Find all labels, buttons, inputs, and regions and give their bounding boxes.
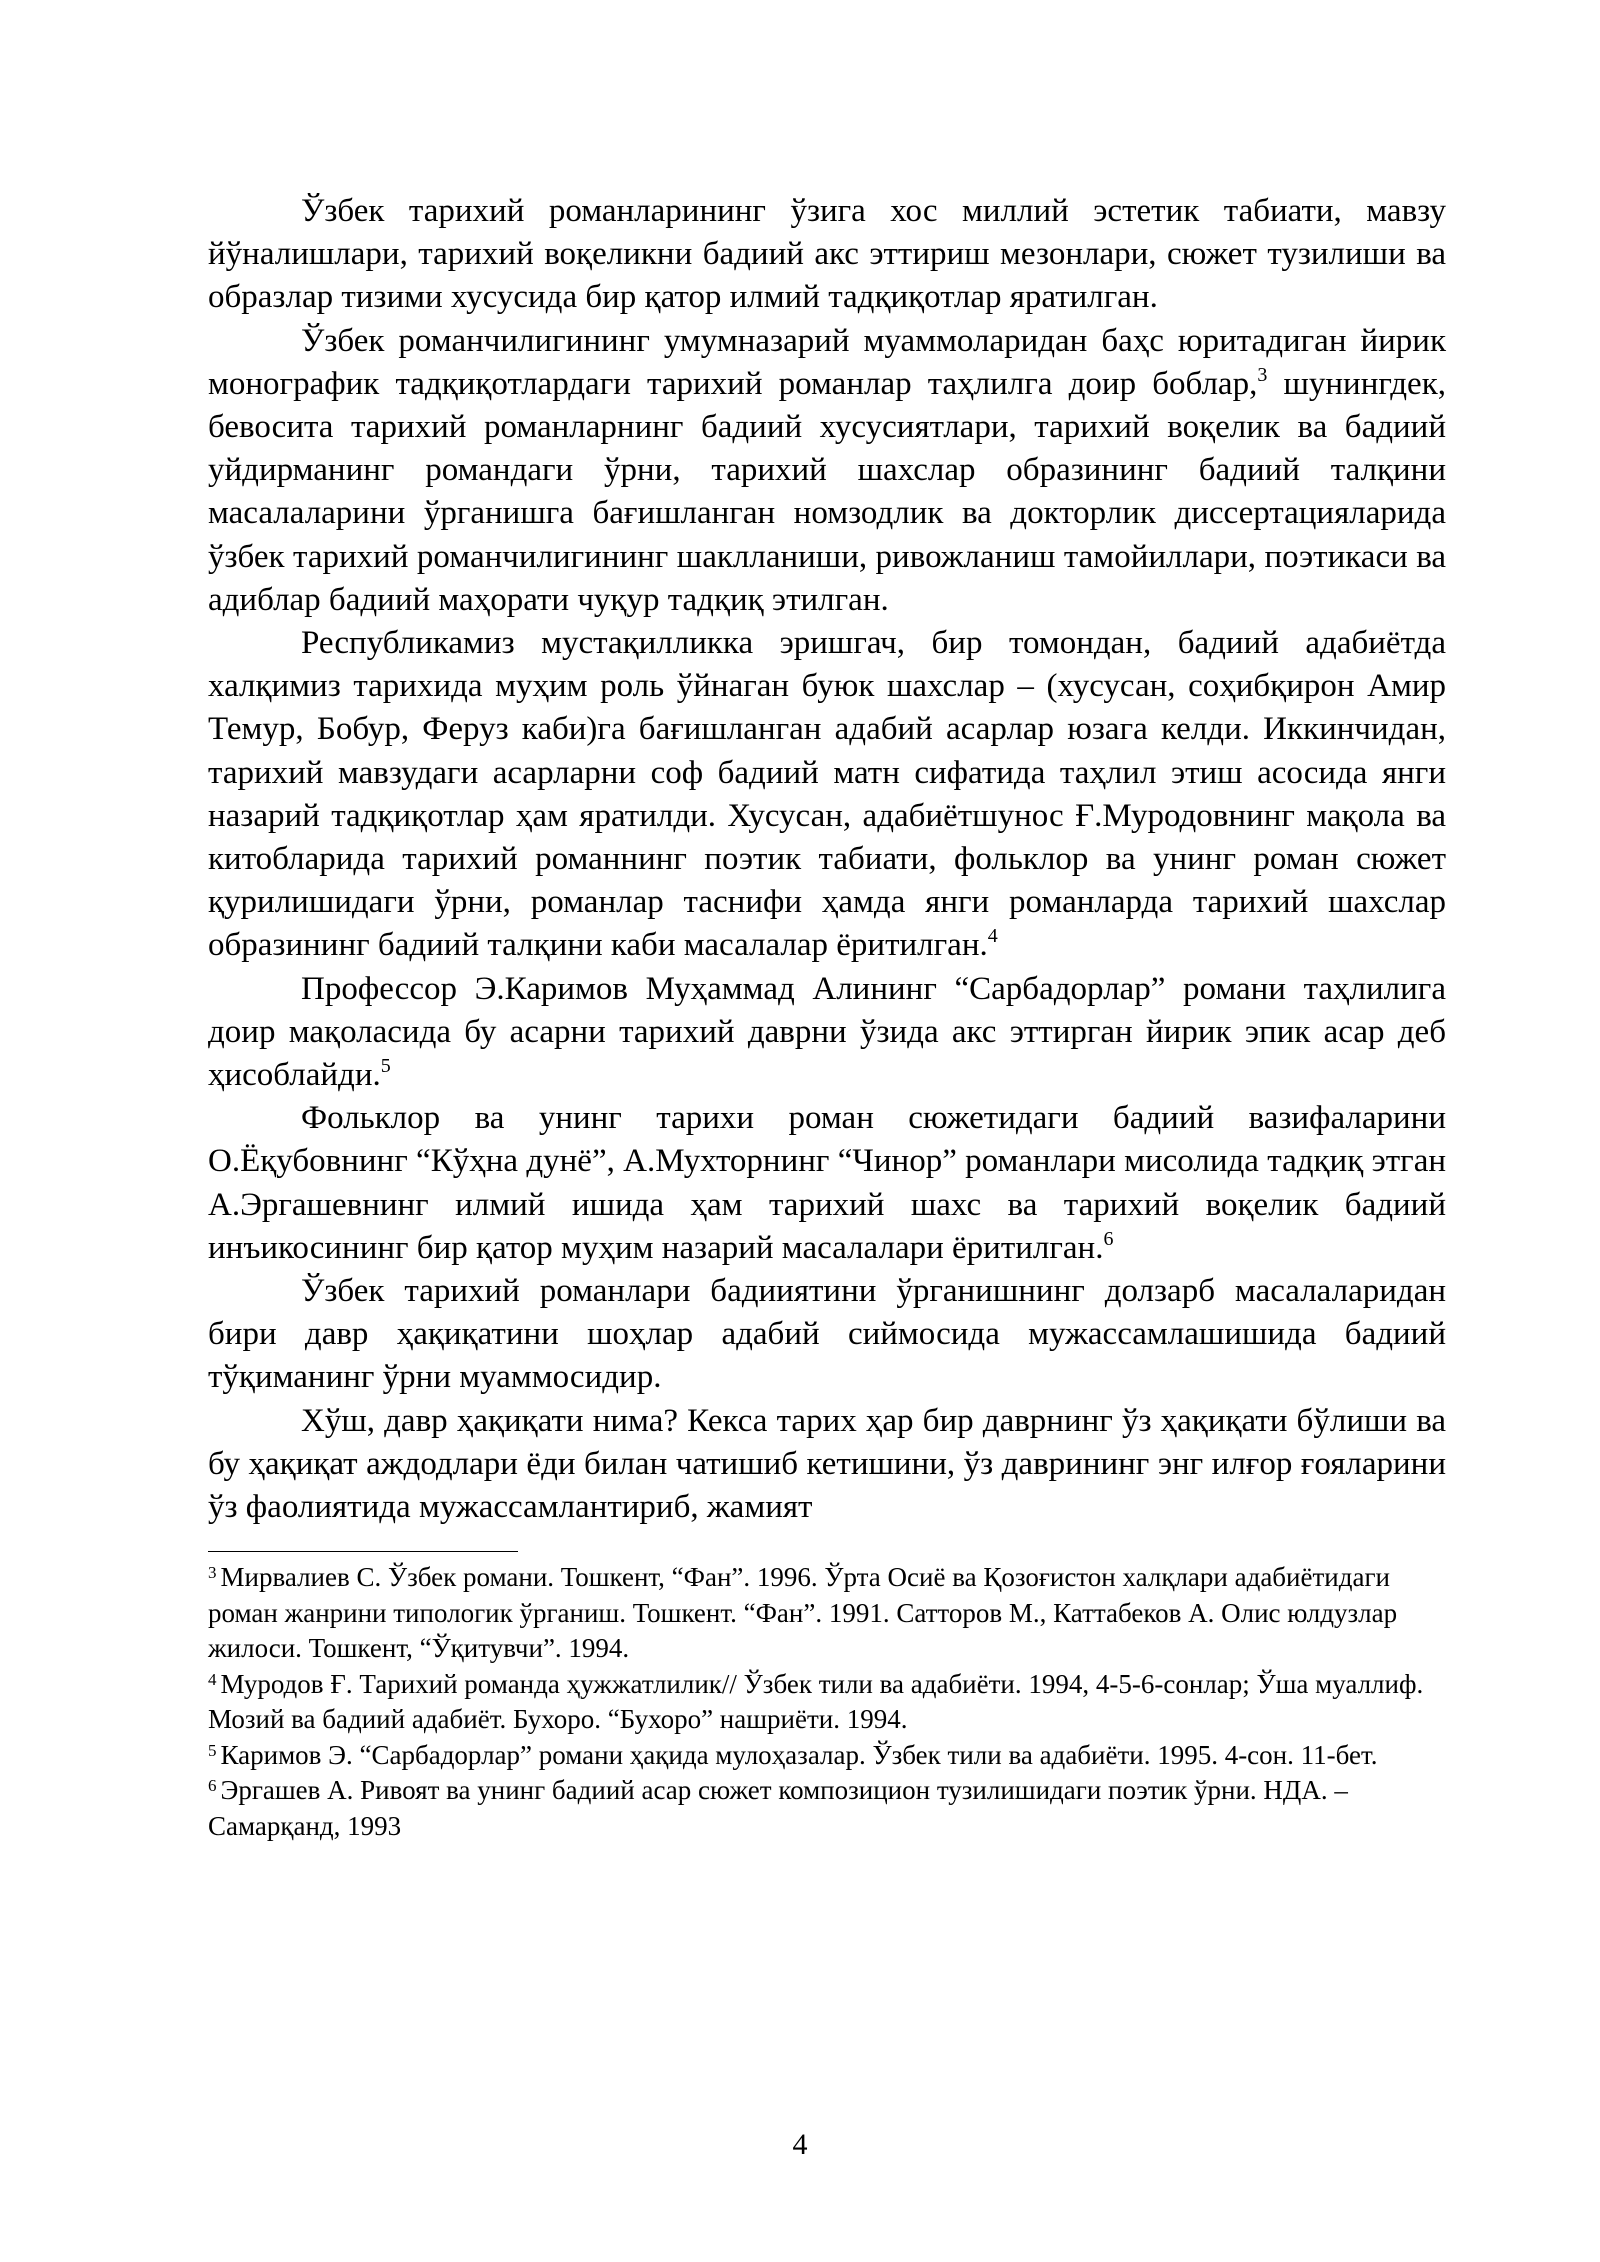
paragraph-text: Ўзбек тарихий романларининг ўзига хос миллий эстетик табиати, мавзу йўналишлари, тарихий воқеликни бадиий акс эттириш мезонлари, сюжет тузилиши ва образлар тизими хусусида бир қатор илмий тадқиқотлар яратилган. bbox=[208, 193, 1446, 316]
paragraph-text: Ўзбек тарихий романлари бадииятини ўрганишнинг долзарб масалаларидан бири давр ҳақиқатини шоҳлар адабий сиймосида мужассамлашишида бадиий тўқиманинг ўрни муаммосидир. bbox=[208, 1273, 1446, 1396]
footnote-text: Каримов Э. “Сарбадорлар” романи ҳақида мулоҳазалар. Ўзбек тили ва адабиёти. 1995. 4-сон. 11-бет. bbox=[220, 1739, 1378, 1770]
footnote-marker: 5 bbox=[208, 1740, 217, 1760]
paragraph-text: Хўш, давр ҳақиқати нима? Кекса тарих ҳар бир даврнинг ўз ҳақиқати бўлиши ва бу ҳақиқат аждодлари ёди билан чатишиб кетишини, ўз даврининг энг илғор ғояларини ўз фаолиятида мужассамлантириб, жамият bbox=[208, 1402, 1446, 1526]
footnotes bbox=[208, 1560, 1446, 1844]
paragraph-7 bbox=[208, 1400, 1446, 1530]
paragraph-5 bbox=[208, 1097, 1446, 1270]
footnote-text: Мирвалиев С. Ўзбек романи. Тошкент, “Фан”. 1996. Ўрта Осиё ва Қозоғистон халқлари адабиётидаги роман жанрини типологик ўрганиш. Тошкент. “Фан”. 1991. Сатторов М., Каттабеков А. Олис юлдузлар жилоси. Тошкент, “Ўқитувчи”. 1994. bbox=[208, 1562, 1398, 1664]
footnote-marker: 4 bbox=[208, 1669, 217, 1689]
paragraph-text: шунингдек, бевосита тарихий романларнинг бадиий хусусиятлари, тарихий воқелик ва бадиий уйдирманинг романдаги ўрни, тарихий шахслар образининг бадиий талқини масалаларини ўрганишга бағишланган номзодлик ва докторлик диссертацияларида ўзбек тарихий романчилигининг шаклланиши, ривожланиш тамойиллари, поэтикаси ва адиблар бадиий маҳорати чуқур тадқиқ этилган. bbox=[208, 365, 1446, 618]
paragraph-2 bbox=[208, 320, 1446, 622]
paragraph-text: Профессор Э.Каримов Муҳаммад Алининг “Сарбадорлар” романи таҳлилига доир мақоласида бу асарни тарихий даврни ўзида акс эттирган йирик эпик асар деб ҳисоблайди. bbox=[208, 970, 1446, 1094]
paragraph-text: Фольклор ва унинг тарихи роман сюжетидаги бадиий вазифаларини О.Ёқубовнинг “Кўҳна дунё”, А.Мухторнинг “Чинор” романлари мисолида тадқиқ этган А.Эргашевнинг илмий ишида ҳам тарихий шахс ва тарихий воқелик бадиий инъикосининг бир қатор муҳим назарий масалалари ёритилган. bbox=[208, 1100, 1446, 1266]
footnote-reference-6[interactable]: 6 bbox=[1103, 1227, 1114, 1250]
paragraph-6 bbox=[208, 1270, 1446, 1400]
footnote-6 bbox=[208, 1773, 1446, 1844]
footnote-reference-3[interactable]: 3 bbox=[1257, 363, 1268, 386]
paragraph-3 bbox=[208, 622, 1446, 968]
paragraph-text: Республикамиз мустақилликка эришгач, бир томондан, бадиий адабиётда халқимиз тарихида муҳим роль ўйнаган буюк шахслар – (хусусан, соҳибқирон Амир Темур, Бобур, Феруз каби)га бағишланган адабий асарлар юзага келди. Иккинчидан, тарихий мавзудаги асарларни соф бадиий матн сифатида таҳлил этиш асосида янги назарий тадқиқотлар ҳам яратилди. Хусусан, адабиётшунос Ғ.Муродовнинг мақола ва китобларида тарихий романнинг поэтик табиати, фольклор ва унинг роман сюжет қурилишидаги ўрни, романлар таснифи ҳамда янги романларда тарихий шахслар образининг бадиий талқини каби масалалар ёритилган. bbox=[208, 625, 1446, 964]
footnote-marker: 6 bbox=[208, 1776, 217, 1796]
paragraph-4 bbox=[208, 968, 1446, 1098]
footnote-4 bbox=[208, 1667, 1446, 1738]
paragraph-text: Ўзбек романчилигининг умумназарий муаммоларидан баҳс юритадиган йирик монографик тадқиқотлардаги тарихий романлар таҳлилга доир боблар, bbox=[208, 322, 1446, 402]
page-number: 4 bbox=[792, 2128, 808, 2161]
footnote-text: Эргашев А. Ривоят ва унинг бадиий асар сюжет композицион тузилишидаги поэтик ўрни. НДА. – Самарқанд, 1993 bbox=[208, 1775, 1348, 1841]
footnote-text: Муродов Ғ. Тарихий романда ҳужжатлилик// Ўзбек тили ва адабиёти. 1994, 4-5-6-сонлар; Ўша муаллиф. Мозий ва бадиий адабиёт. Бухоро. “Бухоро” нашриёти. 1994. bbox=[208, 1668, 1424, 1735]
document-page bbox=[208, 190, 1446, 1844]
footnote-marker: 3 bbox=[208, 1563, 217, 1583]
footnote-3 bbox=[208, 1560, 1446, 1667]
footnote-5 bbox=[208, 1738, 1446, 1774]
body-text bbox=[208, 190, 1446, 1529]
footnote-reference-4[interactable]: 4 bbox=[987, 925, 998, 948]
footnote-reference-5[interactable]: 5 bbox=[380, 1055, 391, 1078]
paragraph-1 bbox=[208, 190, 1446, 320]
footnote-divider bbox=[208, 1551, 518, 1552]
